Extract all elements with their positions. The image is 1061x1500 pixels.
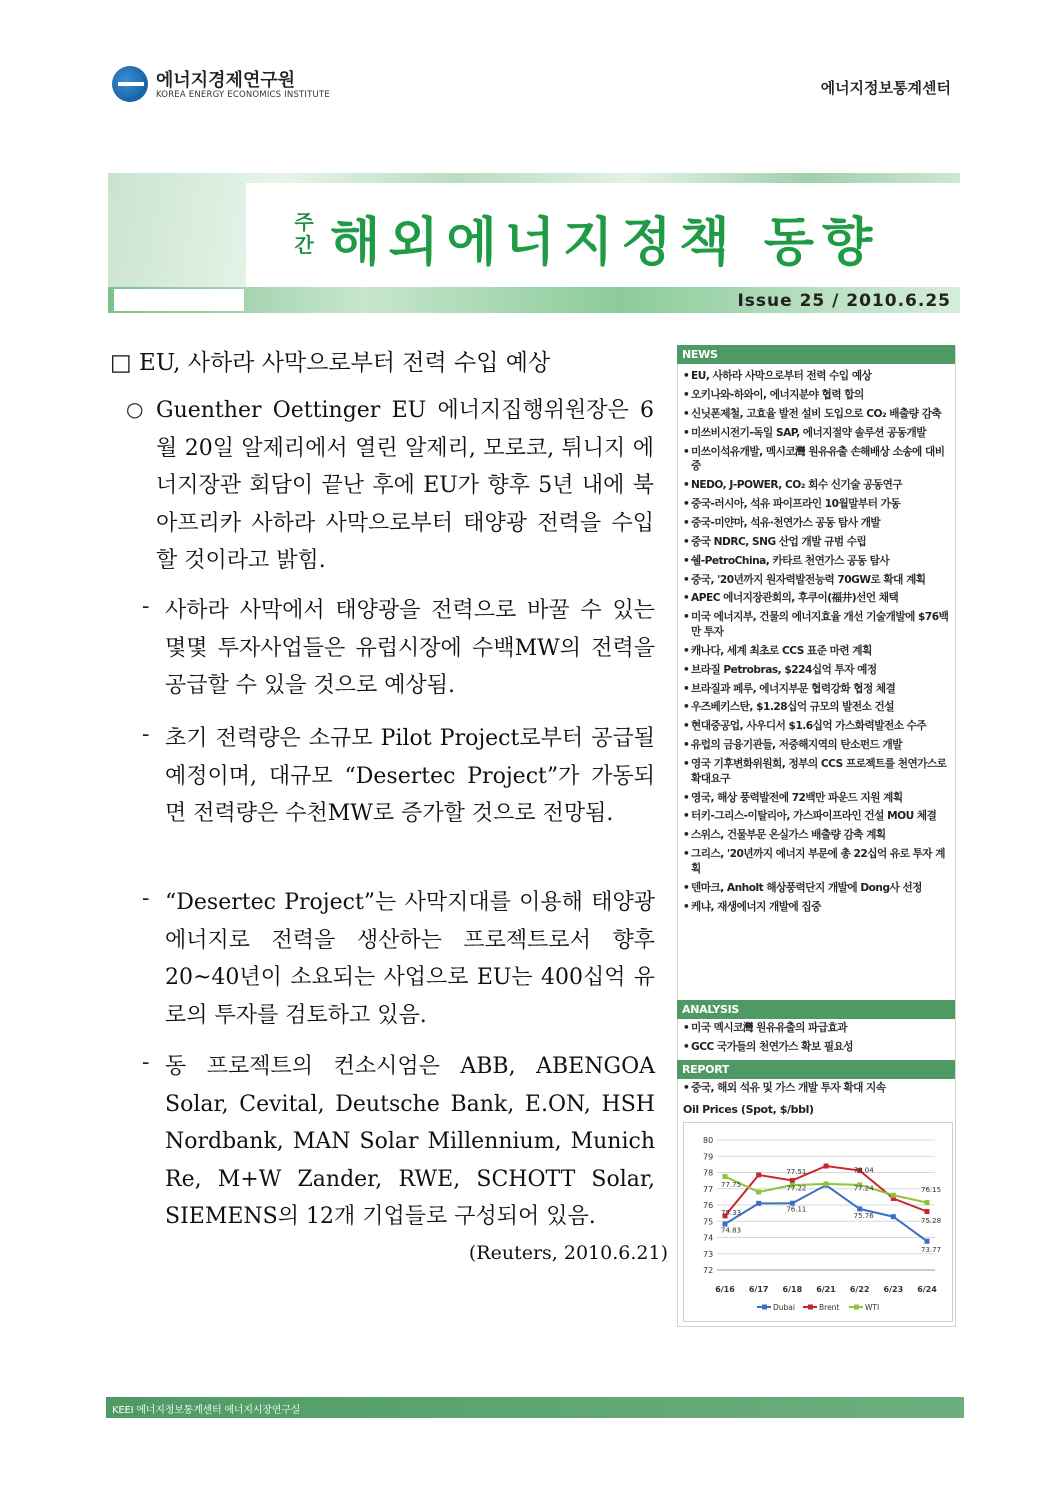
news-item[interactable]: • 미쓰이석유개발, 멕시코灣 원유유출 손해배상 소송에 대비 중: [683, 445, 951, 474]
article-paragraph-1: Guenther Oettinger EU 에너지집행위원장은 6월 20일 알제리에서 열린 알제리, 모로코, 튀니지 에너지장관 회담이 끝난 후에 EU가 향후 5년 내에 북아프리카 사하라 사막으로부터 태양광 전력을 수입할 것이라고 밝힘.: [156, 398, 654, 573]
banner-gap: [114, 289, 244, 311]
article-source: (Reuters, 2010.6.21): [468, 1242, 668, 1264]
data-point-dubai: [756, 1201, 761, 1206]
news-item[interactable]: • 현대중공업, 사우디서 $1.6십억 가스화력발전소 수주: [683, 719, 951, 734]
news-item[interactable]: • 브라질과 페루, 에너지부문 협력강화 협정 체결: [683, 682, 951, 697]
data-point-brent: [824, 1164, 829, 1169]
keei-logo-icon: [112, 66, 148, 102]
legend-label: Brent: [819, 1303, 840, 1312]
y-tick-label: 78: [703, 1168, 714, 1178]
data-point-brent: [790, 1178, 795, 1183]
news-item[interactable]: • 스위스, 건물부문 온실가스 배출량 감축 계획: [683, 828, 951, 843]
dash-bullet: -: [142, 1050, 150, 1075]
analysis-list: [683, 1021, 951, 1059]
center-name: 에너지정보통계센터: [820, 79, 951, 97]
data-label: 77.51: [786, 1168, 807, 1177]
publication-title: 해외에너지정책 동향: [330, 213, 881, 273]
y-tick-label: 73: [703, 1249, 714, 1259]
news-item[interactable]: • 브라질 Petrobras, $224십억 투자 예정: [683, 663, 951, 678]
footer-text: KEEI 에너지정보통계센터 에너지시장연구실: [112, 1405, 301, 1416]
data-point-dubai: [857, 1206, 862, 1211]
news-list: [683, 369, 951, 919]
legend-marker-dubai: [762, 1305, 767, 1310]
article-paragraph-4: “Desertec Project”는 사막지대를 이용해 태양광에너지로 전력을 생산하는 프로젝트로서 향후 20~40년이 소요되는 사업으로 EU는 400십억 유로의 투자를 검토하고 있음.: [165, 890, 655, 1028]
news-item[interactable]: • 중국-미얀마, 석유·천연가스 공동 탐사 개발: [683, 516, 951, 531]
data-label: 77.24: [853, 1184, 874, 1193]
y-tick-label: 80: [703, 1136, 714, 1145]
news-item[interactable]: • APEC 에너지장관회의, 후쿠이(福井)선언 채택: [683, 591, 951, 606]
analysis-section-header: ANALYSIS: [677, 1000, 955, 1019]
data-label: 78.04: [853, 1166, 874, 1175]
news-item[interactable]: • 우즈베키스탄, $1.28십억 규모의 발전소 건설: [683, 700, 951, 715]
news-item[interactable]: • 유럽의 금융기관들, 저중해지역의 탄소펀드 개발: [683, 738, 951, 753]
news-section-header: NEWS: [677, 345, 955, 364]
data-label: 77.75: [721, 1181, 742, 1190]
y-tick-label: 77: [703, 1184, 714, 1194]
article-title: □ EU, 사하라 사막으로부터 전력 수입 예상: [110, 350, 551, 376]
legend-marker-brent: [808, 1305, 813, 1310]
data-label: 77.22: [786, 1184, 807, 1193]
news-item[interactable]: • 중국-러시아, 석유 파이프라인 10월말부터 가동: [683, 497, 951, 512]
news-item[interactable]: • 미국 에너지부, 건물의 에너지효율 개선 기술개발에 $76백만 투자: [683, 610, 951, 639]
legend-label: WTI: [865, 1303, 880, 1312]
data-point-brent: [756, 1172, 761, 1177]
x-tick-label: 6/21: [816, 1285, 836, 1294]
article-paragraph-5: 동 프로젝트의 컨소시엄은 ABB, ABENGOA Solar, Cevital, Deutsche Bank, E.ON, HSH Nordbank, MAN Solar Millennium, Munich Re, M+W Zander, RWE, SCHOTT Solar, SIEMENS의 12개 기업들로 구성되어 있음.: [165, 1054, 655, 1229]
news-item[interactable]: • 터키-그리스-이탈리아, 가스파이프라인 건설 MOU 체결: [683, 809, 951, 824]
data-point-dubai: [891, 1214, 896, 1219]
news-item[interactable]: • EU, 사하라 사막으로부터 전력 수입 예상: [683, 369, 951, 384]
news-item[interactable]: • 덴마크, Anholt 해상풍력단지 개발에 Dong사 선정: [683, 881, 951, 896]
dash-bullet: -: [142, 886, 150, 911]
series-line-dubai: [725, 1185, 927, 1241]
news-item[interactable]: • 케냐, 재생에너지 개발에 집중: [683, 900, 951, 915]
data-point-brent: [925, 1209, 930, 1214]
news-item[interactable]: • 캐나다, 세계 최초로 CCS 표준 마련 계획: [683, 644, 951, 659]
news-item[interactable]: • 그리스, '20년까지 에너지 부문에 총 22십억 유로 투자 계획: [683, 847, 951, 876]
news-item[interactable]: • 오키나와-하와이, 에너지분야 협력 합의: [683, 388, 951, 403]
y-tick-label: 72: [703, 1266, 714, 1275]
news-item[interactable]: • 신닛폰제철, 고효율 발전 설비 도입으로 CO₂ 배출량 감축: [683, 407, 951, 422]
data-label: 75.28: [921, 1216, 942, 1225]
data-point-wti: [723, 1174, 728, 1179]
x-tick-label: 6/23: [883, 1285, 904, 1294]
dash-bullet: -: [142, 594, 150, 619]
weekly-label: 주간: [294, 210, 314, 257]
dash-bullet: -: [142, 722, 150, 747]
analysis-item[interactable]: • 미국 멕시코灣 원유유출의 파급효과: [683, 1021, 951, 1036]
data-label: 76.11: [786, 1205, 807, 1214]
article-paragraph-3: 초기 전력량은 소규모 Pilot Project로부터 공급될 예정이며, 대규모 “Desertec Project”가 가동되면 전력량은 수천MW로 증가할 것으로 전망됨.: [165, 726, 655, 826]
legend-marker-wti: [854, 1305, 859, 1310]
x-tick-label: 6/17: [748, 1285, 769, 1294]
data-label: 73.77: [921, 1246, 942, 1255]
data-label: 74.83: [721, 1226, 742, 1235]
news-item[interactable]: • 영국, 해상 풍력발전에 72백만 파운드 지원 계획: [683, 791, 951, 806]
article-paragraph-2: 사하라 사막에서 태양광을 전력으로 바꿀 수 있는 몇몇 투자사업들은 유럽시장에 수백MW의 전력을 공급할 수 있을 것으로 예상됨.: [165, 598, 655, 698]
news-item[interactable]: • 미쓰비시전기-독일 SAP, 에너지절약 솔루션 공동개발: [683, 426, 951, 441]
issue-number: Issue 25 / 2010.6.25: [737, 291, 951, 311]
news-item[interactable]: • 중국, '20년까지 원자력발전능력 70GW로 확대 계획: [683, 573, 951, 588]
news-item[interactable]: • NEDO, J-POWER, CO₂ 회수 신기술 공동연구: [683, 478, 951, 493]
legend-label: Dubai: [773, 1303, 795, 1312]
y-tick-label: 76: [703, 1201, 714, 1210]
data-label: 75.76: [853, 1212, 874, 1220]
x-tick-label: 6/24: [917, 1285, 937, 1294]
news-item[interactable]: • 영국 기후변화위원회, 정부의 CCS 프로젝트를 천연가스로 확대요구: [683, 757, 951, 786]
x-tick-label: 6/18: [782, 1285, 803, 1294]
report-list: [683, 1081, 951, 1100]
data-point-wti: [824, 1181, 829, 1186]
y-tick-label: 74: [703, 1233, 714, 1243]
y-tick-label: 75: [703, 1217, 714, 1227]
x-tick-label: 6/22: [849, 1285, 870, 1294]
data-point-wti: [925, 1200, 930, 1205]
analysis-item[interactable]: • GCC 국가들의 천연가스 확보 필요성: [683, 1040, 951, 1055]
data-point-wti: [756, 1190, 761, 1195]
report-section-header: REPORT: [677, 1060, 955, 1079]
data-label: 76.15: [921, 1186, 942, 1194]
org-name: 에너지경제연구원: [156, 70, 296, 91]
org-subtitle: KOREA ENERGY ECONOMICS INSTITUTE: [156, 90, 330, 100]
data-point-wti: [891, 1193, 896, 1198]
news-item[interactable]: • 쉘-PetroChina, 카타르 천연가스 공동 탐사: [683, 554, 951, 569]
data-label: 75.33: [721, 1208, 742, 1217]
bullet-circle: ○: [126, 397, 144, 421]
y-tick-label: 79: [703, 1152, 714, 1162]
report-item[interactable]: • 중국, 해외 석유 및 가스 개발 투자 확대 지속: [683, 1081, 951, 1096]
data-point-dubai: [925, 1239, 930, 1244]
chart-title: Oil Prices (Spot, $/bbl): [683, 1103, 814, 1116]
x-tick-label: 6/16: [715, 1285, 735, 1294]
oil-price-chart: [683, 1122, 951, 1320]
news-item[interactable]: • 중국 NDRC, SNG 산업 개발 규범 수립: [683, 535, 951, 550]
